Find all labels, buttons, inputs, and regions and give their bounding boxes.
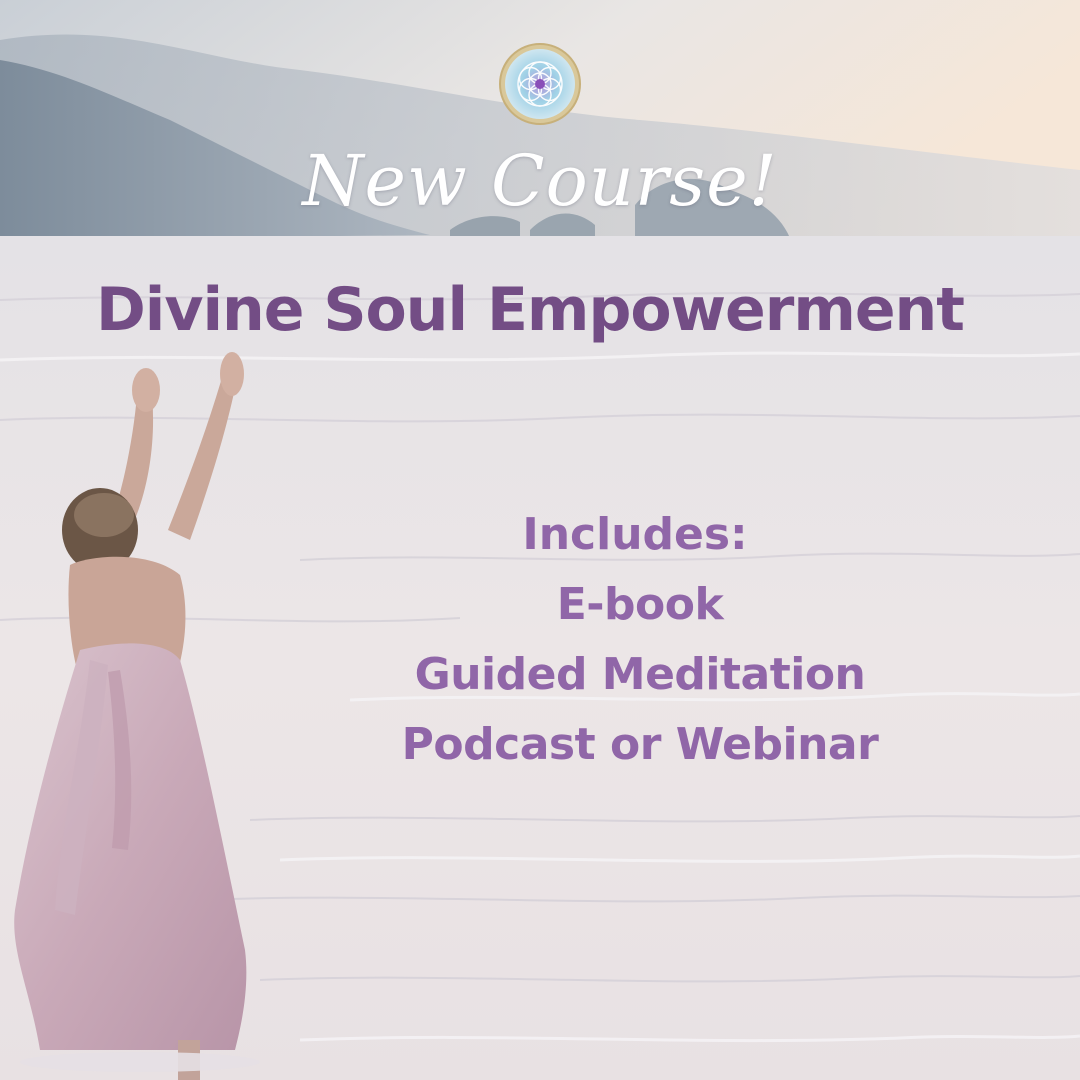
list-item-guided-meditation: Guided Meditation (414, 649, 866, 700)
flower-of-life-icon (498, 42, 582, 126)
includes-heading: Includes: (522, 509, 748, 560)
includes-list (380, 500, 900, 780)
list-item-ebook: E-book (556, 579, 724, 630)
list-item-podcast-webinar: Podcast or Webinar (401, 719, 879, 770)
new-course-heading: New Course! (302, 140, 778, 222)
course-title: Divine Soul Empowerment (96, 275, 964, 345)
woman-figure (0, 350, 270, 1080)
